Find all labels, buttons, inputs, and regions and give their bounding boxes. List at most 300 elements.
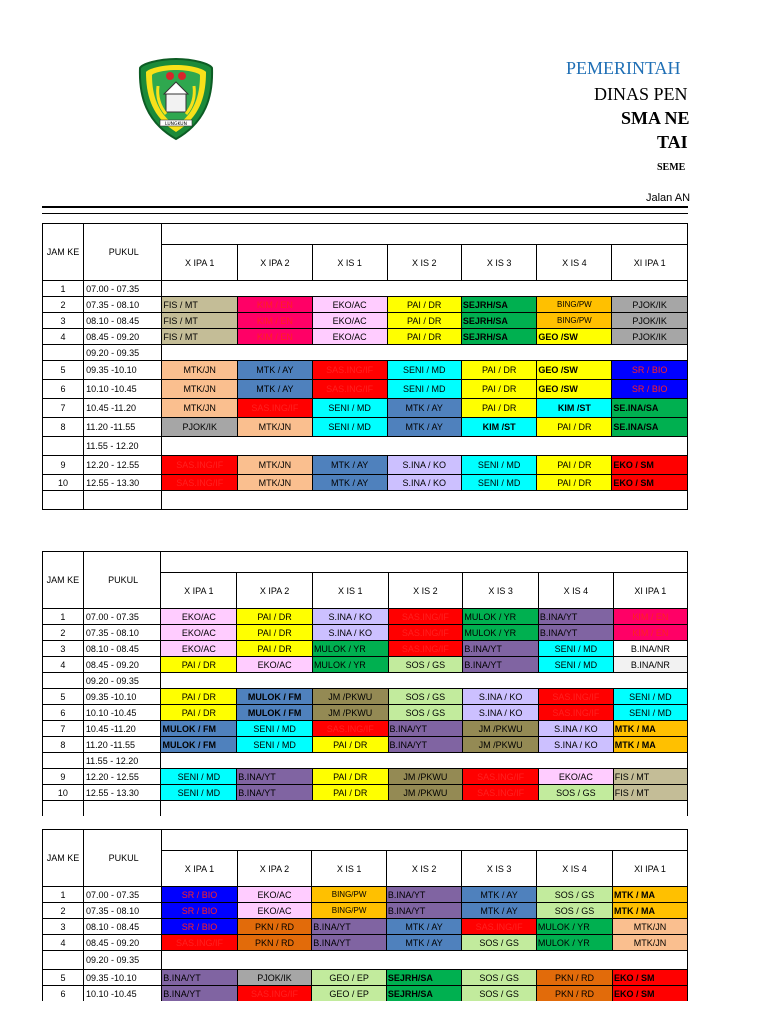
subject-cell: EKO / SM <box>612 475 688 491</box>
subject-cell: MULOK / FM <box>237 705 313 721</box>
period-number <box>43 491 84 510</box>
subject-cell: PAI / DR <box>161 689 237 705</box>
period-number: 7 <box>43 399 84 418</box>
table-row <box>43 769 688 785</box>
subject-cell: PAI / DR <box>537 456 612 475</box>
period-time <box>83 801 161 817</box>
subject-cell: B.INA/YT <box>237 785 313 801</box>
period-number: 3 <box>43 313 84 329</box>
subject-cell: PKN / RD <box>536 986 612 1002</box>
period-time: 08.45 - 09.20 <box>84 935 162 951</box>
period-time: 07.35 - 08.10 <box>84 903 162 919</box>
header-spacer <box>161 552 688 573</box>
subject-cell: KIM / EN <box>238 329 313 345</box>
subject-cell: MTK / AY <box>312 475 387 491</box>
period-time: 12.55 - 13.30 <box>84 475 162 491</box>
subject-cell: FIS / MT <box>162 297 238 313</box>
period-time: 09.20 - 09.35 <box>84 951 162 970</box>
subject-cell: B.INA/YT <box>388 737 463 753</box>
subject-cell: B.INA/YT <box>386 887 461 903</box>
table-row <box>43 281 688 297</box>
schedule-table-1 <box>42 223 688 533</box>
header-rule-thin <box>42 213 688 214</box>
period-number <box>43 951 84 970</box>
subject-cell: MTK/JN <box>613 935 688 951</box>
subject-cell: SOS / GS <box>388 689 463 705</box>
period-number <box>43 673 84 689</box>
period-time: 07.35 - 08.10 <box>84 297 162 313</box>
period-number: 8 <box>43 737 84 753</box>
class-column-header: X IS 2 <box>386 851 461 887</box>
subject-cell: MTK / AY <box>387 418 461 437</box>
subject-cell: GEO / EP <box>312 986 387 1002</box>
table-row <box>43 380 688 399</box>
class-column-header: X IS 4 <box>536 851 612 887</box>
subject-cell: B.INA/YT <box>162 986 237 1002</box>
subject-cell: PAI / DR <box>237 641 313 657</box>
table-row <box>43 801 688 817</box>
subject-cell: SE.INA/SA <box>612 418 688 437</box>
class-column-header: X IPA 2 <box>238 245 313 281</box>
class-column-header: X IS 4 <box>538 573 613 609</box>
class-column-header: X IS 4 <box>537 245 612 281</box>
subject-cell: SOS / GS <box>462 986 537 1002</box>
period-number: 9 <box>43 769 84 785</box>
period-number: 4 <box>43 657 84 673</box>
subject-cell: MULOK / YR <box>312 641 388 657</box>
subject-cell: SE.INA/SA <box>612 399 688 418</box>
subject-cell: PJOK/IK <box>612 313 688 329</box>
table-row <box>43 475 688 491</box>
table-row <box>43 297 688 313</box>
subject-cell: MTK / MA <box>613 737 687 753</box>
subject-cell: PAI / DR <box>161 705 237 721</box>
table-row <box>43 721 688 737</box>
break-cell <box>162 491 688 510</box>
period-number: 10 <box>43 785 84 801</box>
subject-cell: S.INA / KO <box>312 625 388 641</box>
period-number: 6 <box>43 705 84 721</box>
subject-cell: SAS.ING/IF <box>312 721 388 737</box>
subject-cell: PAI / DR <box>537 418 612 437</box>
subject-cell: PAI / DR <box>161 657 237 673</box>
period-time: 11.20 -11.55 <box>83 737 161 753</box>
subject-cell: KIM /ST <box>461 418 537 437</box>
subject-cell: B.INA/YT <box>463 657 539 673</box>
pukul-header-cell: PUKUL <box>84 224 162 281</box>
subject-cell: KIM / EN <box>238 297 313 313</box>
header-line-5: SEME <box>657 162 686 173</box>
subject-cell: EKO/AC <box>161 641 237 657</box>
period-time: 08.10 - 08.45 <box>84 919 162 935</box>
subject-cell: B.INA/NR <box>613 641 687 657</box>
table-row <box>43 437 688 456</box>
subject-cell: SOS / GS <box>536 887 612 903</box>
subject-cell: PKN / RD <box>237 919 312 935</box>
subject-cell: B.INA/YT <box>312 919 387 935</box>
period-number: 3 <box>43 919 84 935</box>
period-time: 10.45 -11.20 <box>83 721 161 737</box>
subject-cell: SOS / GS <box>462 935 537 951</box>
subject-cell: SAS.ING/IF <box>388 641 463 657</box>
period-number: 5 <box>43 970 84 986</box>
subject-cell: KIM /ST <box>537 399 612 418</box>
header-spacer <box>162 830 688 851</box>
period-time <box>84 491 162 510</box>
subject-cell: EKO / SM <box>613 986 688 1002</box>
period-time: 08.45 - 09.20 <box>84 329 162 345</box>
subject-cell: MULOK / FM <box>161 721 237 737</box>
subject-cell: SENI / MD <box>538 641 613 657</box>
subject-cell: MTK / AY <box>386 919 461 935</box>
subject-cell: MULOK / FM <box>161 737 237 753</box>
class-column-header: X IS 2 <box>387 245 461 281</box>
break-cell <box>162 951 688 970</box>
period-time: 07.00 - 07.35 <box>84 887 162 903</box>
subject-cell: MTK/JN <box>238 475 313 491</box>
table-row <box>43 345 688 361</box>
subject-cell: SR / BIO <box>162 887 237 903</box>
subject-cell: EKO/AC <box>312 313 387 329</box>
header-line-4: TAI <box>657 132 688 152</box>
period-time: 07.00 - 07.35 <box>84 281 162 297</box>
subject-cell: FIS / MT <box>162 329 238 345</box>
class-column-header: X IS 3 <box>462 851 537 887</box>
subject-cell: SENI / MD <box>613 689 687 705</box>
subject-cell: S.INA / KO <box>538 737 613 753</box>
table-row <box>43 418 688 437</box>
subject-cell: SEJRH/SA <box>461 329 537 345</box>
subject-cell: PKN / RD <box>536 970 612 986</box>
subject-cell: BING/PW <box>312 887 387 903</box>
pukul-header-cell: PUKUL <box>84 830 162 887</box>
school-logo <box>136 56 216 142</box>
subject-cell: SOS / GS <box>388 705 463 721</box>
subject-cell: JM /PKWU <box>463 737 539 753</box>
subject-cell: PJOK/IK <box>612 297 688 313</box>
break-cell <box>162 281 688 297</box>
subject-cell: JM /PKWU <box>388 769 463 785</box>
subject-cell: MTK / AY <box>386 935 461 951</box>
break-cell <box>162 437 688 456</box>
class-column-header: X IPA 2 <box>237 573 313 609</box>
subject-cell: PJOK/IK <box>612 329 688 345</box>
subject-cell: PAI / DR <box>312 785 388 801</box>
class-column-header: X IPA 2 <box>237 851 312 887</box>
period-number: 5 <box>43 689 84 705</box>
subject-cell: MULOK / YR <box>463 609 539 625</box>
class-column-header: X IS 1 <box>312 851 387 887</box>
subject-cell: B.INA/NR <box>613 657 687 673</box>
period-number: 9 <box>43 456 84 475</box>
table-row <box>43 986 688 1002</box>
pukul-header-cell: PUKUL <box>83 552 161 609</box>
period-number: 10 <box>43 475 84 491</box>
subject-cell: SENI / MD <box>312 418 387 437</box>
class-column-header: XI IPA 1 <box>613 851 688 887</box>
table-row <box>43 903 688 919</box>
period-number: 2 <box>43 297 84 313</box>
subject-cell: MTK/JN <box>613 919 688 935</box>
subject-cell: EKO/AC <box>237 657 313 673</box>
subject-cell: B.INA/YT <box>538 609 613 625</box>
subject-cell: EKO/AC <box>161 609 237 625</box>
table-row <box>43 329 688 345</box>
period-number <box>43 801 84 817</box>
subject-cell: EKO/AC <box>312 297 387 313</box>
subject-cell: JM /PKWU <box>388 785 463 801</box>
subject-cell: SOS / GS <box>462 970 537 986</box>
period-number: 3 <box>43 641 84 657</box>
subject-cell: SOS / GS <box>388 657 463 673</box>
subject-cell: SENI / MD <box>461 456 537 475</box>
table-row <box>43 625 688 641</box>
subject-cell: KIM / EN <box>613 609 687 625</box>
subject-cell: BING/PW <box>312 903 387 919</box>
subject-cell: PAI / DR <box>387 329 461 345</box>
header-line-2: DINAS PEN <box>594 84 688 104</box>
table-row <box>43 224 688 245</box>
table-row <box>43 673 688 689</box>
subject-cell: SAS.ING/IF <box>238 399 313 418</box>
table-row <box>43 919 688 935</box>
subject-cell: GEO / EP <box>312 970 387 986</box>
table-row <box>43 552 688 573</box>
header-address: Jalan AN <box>646 192 691 204</box>
subject-cell: MULOK / YR <box>463 625 539 641</box>
table-row <box>43 491 688 510</box>
period-time: 11.55 - 12.20 <box>84 437 162 456</box>
period-number: 5 <box>43 361 84 380</box>
period-number <box>43 437 84 456</box>
table-row <box>43 313 688 329</box>
subject-cell: PAI / DR <box>312 769 388 785</box>
subject-cell: MTK / MA <box>613 721 687 737</box>
period-time: 11.20 -11.55 <box>84 418 162 437</box>
schedule-table-2 <box>42 551 688 816</box>
subject-cell: GEO /SW <box>537 361 612 380</box>
subject-cell: S.INA / KO <box>387 475 461 491</box>
subject-cell: SENI / MD <box>237 721 313 737</box>
subject-cell: SR / BIO <box>612 361 688 380</box>
subject-cell: MTK/JN <box>162 361 238 380</box>
subject-cell: MTK/JN <box>238 456 313 475</box>
period-time: 12.20 - 12.55 <box>83 769 161 785</box>
subject-cell: SR / BIO <box>162 903 237 919</box>
table-row <box>43 753 688 769</box>
subject-cell: PJOK/IK <box>162 418 238 437</box>
subject-cell: SENI / MD <box>237 737 313 753</box>
table-row <box>43 456 688 475</box>
schedule-table-3 <box>42 829 688 1001</box>
subject-cell: KIM / EN <box>238 313 313 329</box>
subject-cell: B.INA/YT <box>463 641 539 657</box>
subject-cell: JM /PKWU <box>312 689 388 705</box>
subject-cell: SAS.ING/IF <box>312 380 387 399</box>
subject-cell: S.INA / KO <box>538 721 613 737</box>
period-time: 07.00 - 07.35 <box>83 609 161 625</box>
subject-cell: B.INA/YT <box>162 970 237 986</box>
class-column-header: X IPA 1 <box>162 245 238 281</box>
class-column-header: X IS 3 <box>463 573 539 609</box>
subject-cell: BING/PW <box>537 313 612 329</box>
subject-cell: FIS / MT <box>162 313 238 329</box>
table-row <box>43 641 688 657</box>
subject-cell: SENI / MD <box>312 399 387 418</box>
subject-cell: S.INA / KO <box>312 609 388 625</box>
subject-cell: SOS / GS <box>538 785 613 801</box>
table-row <box>43 970 688 986</box>
break-cell <box>161 753 688 769</box>
period-time: 09.35 -10.10 <box>84 361 162 380</box>
subject-cell: SENI / MD <box>387 361 461 380</box>
period-number: 4 <box>43 935 84 951</box>
class-column-header: XI IPA 1 <box>612 245 688 281</box>
table-row <box>43 609 688 625</box>
subject-cell: PAI / DR <box>237 625 313 641</box>
subject-cell: JM /PKWU <box>312 705 388 721</box>
period-time: 10.10 -10.45 <box>84 986 162 1002</box>
subject-cell: BING/PW <box>537 297 612 313</box>
table-row <box>43 737 688 753</box>
table-row <box>43 657 688 673</box>
period-time: 12.55 - 13.30 <box>83 785 161 801</box>
table-row <box>43 705 688 721</box>
subject-cell: PAI / DR <box>461 380 537 399</box>
table-row <box>43 361 688 380</box>
subject-cell: GEO /SW <box>537 380 612 399</box>
subject-cell: B.INA/YT <box>388 721 463 737</box>
period-time: 10.10 -10.45 <box>83 705 161 721</box>
subject-cell: MTK/JN <box>238 418 313 437</box>
subject-cell: EKO / SM <box>613 970 688 986</box>
period-time: 07.35 - 08.10 <box>83 625 161 641</box>
period-number <box>43 753 84 769</box>
subject-cell: SAS.ING/IF <box>463 785 539 801</box>
subject-cell: EKO/AC <box>538 769 613 785</box>
subject-cell: S.INA / KO <box>387 456 461 475</box>
subject-cell: SAS.ING/IF <box>162 456 238 475</box>
subject-cell: SAS.ING/IF <box>462 919 537 935</box>
subject-cell: MULOK / FM <box>237 689 313 705</box>
subject-cell: PAI / DR <box>387 297 461 313</box>
period-time: 09.35 -10.10 <box>83 689 161 705</box>
period-time: 09.35 -10.10 <box>84 970 162 986</box>
header-rule <box>42 206 688 208</box>
subject-cell: SR / BIO <box>162 919 237 935</box>
table-row <box>43 399 688 418</box>
subject-cell: SEJRH/SA <box>461 297 537 313</box>
class-column-header: X IPA 1 <box>161 573 237 609</box>
period-number: 1 <box>43 281 84 297</box>
subject-cell: MULOK / YR <box>536 935 612 951</box>
subject-cell: SENI / MD <box>538 657 613 673</box>
subject-cell: FIS / MT <box>613 769 687 785</box>
subject-cell: PJOK/IK <box>237 970 312 986</box>
subject-cell: MTK / MA <box>613 887 688 903</box>
subject-cell: MULOK / YR <box>312 657 388 673</box>
subject-cell: FIS / MT <box>613 785 687 801</box>
subject-cell: SENI / MD <box>161 785 237 801</box>
class-column-header: X IS 3 <box>461 245 537 281</box>
jam-header-cell: JAM KE <box>43 830 84 887</box>
subject-cell: MULOK / YR <box>536 919 612 935</box>
subject-cell: SAS.ING/IF <box>388 625 463 641</box>
subject-cell: MTK / AY <box>238 380 313 399</box>
subject-cell: SEJRH/SA <box>386 970 461 986</box>
subject-cell: MTK / AY <box>387 399 461 418</box>
table-row <box>43 785 688 801</box>
period-number: 1 <box>43 609 84 625</box>
subject-cell: PAI / DR <box>461 361 537 380</box>
subject-cell: PAI / DR <box>461 399 537 418</box>
subject-cell: S.INA / KO <box>463 689 539 705</box>
subject-cell: EKO/AC <box>237 903 312 919</box>
subject-cell: B.INA/YT <box>386 903 461 919</box>
period-number: 1 <box>43 887 84 903</box>
subject-cell: PAI / DR <box>312 737 388 753</box>
table-row <box>43 830 688 851</box>
class-column-header: XI IPA 1 <box>613 573 687 609</box>
subject-cell: PAI / DR <box>237 609 313 625</box>
svg-text:LUNGKUN: LUNGKUN <box>165 122 187 127</box>
subject-cell: JM /PKWU <box>463 721 539 737</box>
period-time: 09.20 - 09.35 <box>84 345 162 361</box>
table-row <box>43 887 688 903</box>
subject-cell: PAI / DR <box>387 313 461 329</box>
period-time: 11.55 - 12.20 <box>83 753 161 769</box>
subject-cell: SAS.ING/IF <box>237 986 312 1002</box>
subject-cell: SR / BIO <box>612 380 688 399</box>
subject-cell: SAS.ING/IF <box>388 609 463 625</box>
period-time: 10.10 -10.45 <box>84 380 162 399</box>
table-row <box>43 935 688 951</box>
subject-cell: MTK/JN <box>162 399 238 418</box>
period-number: 2 <box>43 903 84 919</box>
class-column-header: X IS 1 <box>312 245 387 281</box>
subject-cell: MTK/JN <box>162 380 238 399</box>
subject-cell: SEJRH/SA <box>461 313 537 329</box>
subject-cell: S.INA / KO <box>463 705 539 721</box>
table-row <box>43 951 688 970</box>
period-time: 09.20 - 09.35 <box>83 673 161 689</box>
period-time: 08.10 - 08.45 <box>84 313 162 329</box>
subject-cell: SENI / MD <box>161 769 237 785</box>
period-number: 6 <box>43 986 84 1002</box>
subject-cell: SAS.ING/IF <box>312 361 387 380</box>
subject-cell: B.INA/YT <box>312 935 387 951</box>
subject-cell: SOS / GS <box>536 903 612 919</box>
subject-cell: KIM / EN <box>613 625 687 641</box>
period-number <box>43 345 84 361</box>
period-number: 2 <box>43 625 84 641</box>
subject-cell: EKO/AC <box>237 887 312 903</box>
period-time: 08.10 - 08.45 <box>83 641 161 657</box>
subject-cell: SAS.ING/IF <box>162 475 238 491</box>
subject-cell: MTK / AY <box>462 887 537 903</box>
subject-cell: SAS.ING/IF <box>538 689 613 705</box>
table-row <box>43 689 688 705</box>
subject-cell: GEO /SW <box>537 329 612 345</box>
subject-cell: B.INA/YT <box>237 769 313 785</box>
subject-cell: SAS.ING/IF <box>538 705 613 721</box>
subject-cell: MTK / AY <box>462 903 537 919</box>
period-number: 4 <box>43 329 84 345</box>
period-time: 08.45 - 09.20 <box>83 657 161 673</box>
subject-cell: EKO/AC <box>312 329 387 345</box>
subject-cell: PAI / DR <box>537 475 612 491</box>
period-number: 7 <box>43 721 84 737</box>
